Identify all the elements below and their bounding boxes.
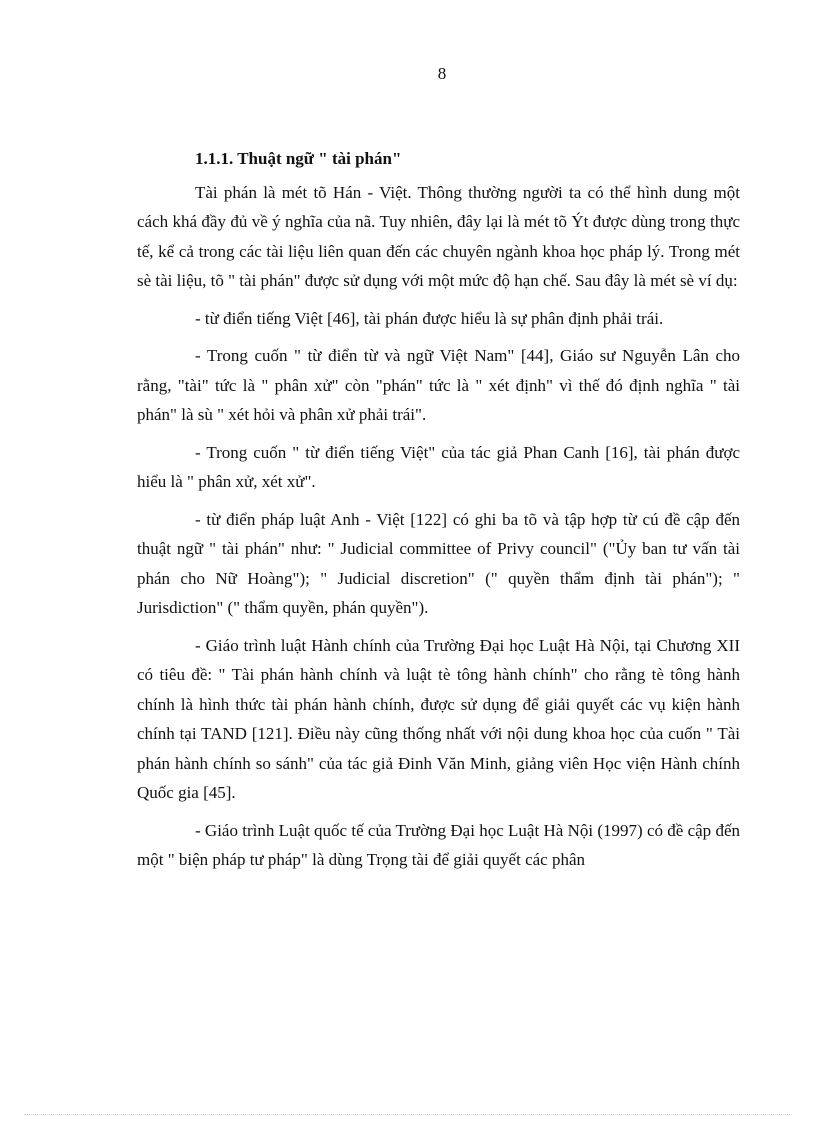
paragraph-example-1: - từ điển tiếng Việt [46], tài phán được hiểu là sự phân định phải trái. [195,308,664,328]
paragraph-example-2: - Trong cuốn " từ điển từ và ngữ Việt Nam" [44], Giáo sư Nguyễn Lân cho rằng, "tài" tức là " phân xử" còn "phán" tức là " xét định" vì thế đó định nghĩa " tài phán" là sù " xét hỏi và phân xử phải trái". [137,346,740,424]
paragraph-example-4: - từ điển pháp luật Anh - Việt [122] có ghi ba tõ và tập hợp từ cú đề cập đến thuật ngữ " tài phán" như: " Judicial committee of Privy council" ("Ủy ban tư vấn tài phán cho Nữ Hoàng"); " Judicial discretion" (" quyền thẩm định tài phán"); " Jurisdiction" (" thẩm quyền, phán quyền"). [137,509,740,617]
section-heading: 1.1.1. Thuật ngữ " tài phán" [195,149,402,168]
page-bottom-divider [24,1114,792,1115]
paragraph-example-6: - Giáo trình Luật quốc tế của Trường Đại học Luật Hà Nội (1997) có đề cập đến một " biện pháp tư pháp" là dùng Trọng tài để giải quyết các phân [137,820,740,869]
paragraph-intro: Tài phán là mét tõ Hán - Việt. Thông thường người ta có thể hình dung một cách khá đầy đủ về ý nghĩa của nã. Tuy nhiên, đây lại là mét tõ Ýt được dùng trong thực tế, kể cả trong các tài liệu liên quan đến các chuyên ngành khoa học pháp lý. Trong mét sè tài liệu, tõ " tài phán" được sử dụng với một mức độ hạn chế. Sau đây là mét sè ví dụ: [137,182,740,290]
paragraph-example-3: - Trong cuốn " từ điển tiếng Việt" của tác giả Phan Canh [16], tài phán được hiểu là " phân xử, xét xử". [137,442,740,491]
page-number: 8 [437,64,447,83]
document-body [137,144,740,883]
paragraph-example-5: - Giáo trình luật Hành chính của Trường Đại học Luật Hà Nội, tại Chương XII có tiêu đề: " Tài phán hành chính và luật tè tông hành chính" cho rằng tè tông hành chính là hình thức tài phán hành chính, được sử dụng để giải quyết các vụ kiện hành chính tại TAND [121]. Điều này cũng thống nhất với nội dung khoa học của cuốn " Tài phán hành chính so sánh" của tác giả Đinh Văn Minh, giảng viên Học viện Hành chính Quốc gia [45]. [137,635,740,802]
